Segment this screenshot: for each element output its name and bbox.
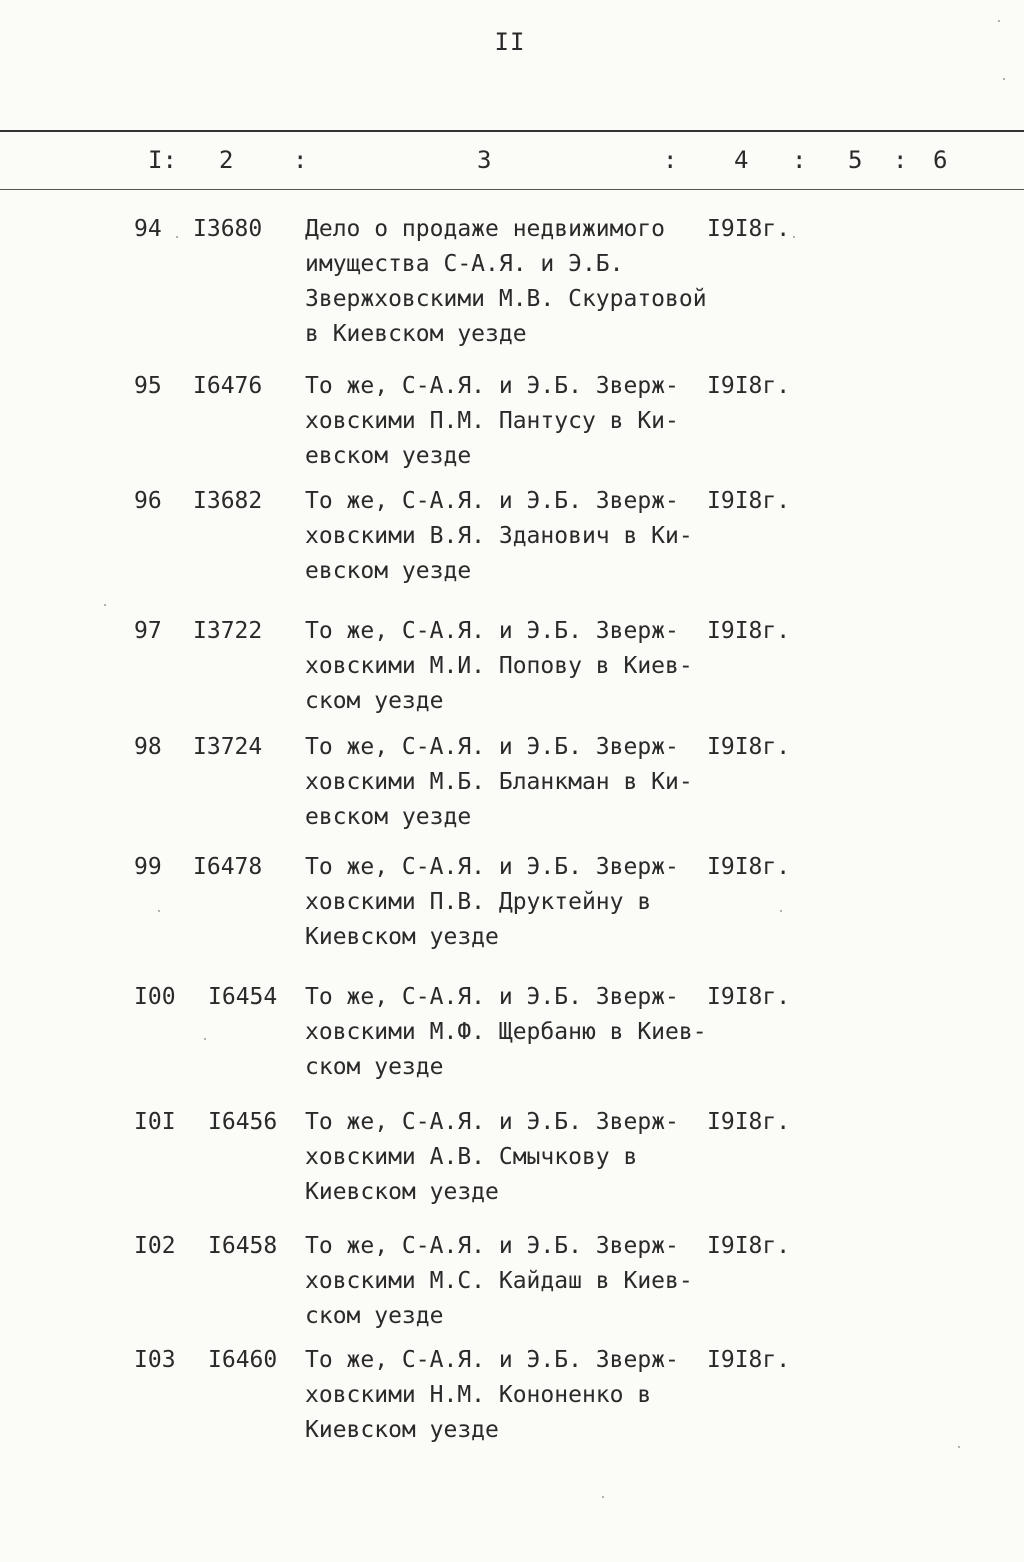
header-top-rule — [0, 130, 1024, 132]
entry-title-line: То же, С-А.Я. и Э.Б. Зверж- — [305, 984, 679, 1010]
entry-number: I00 — [134, 984, 176, 1010]
entry-number: 97 — [134, 618, 162, 644]
page-number: II — [494, 28, 526, 56]
entry-title-line: То же, С-А.Я. и Э.Б. Зверж- — [305, 488, 679, 514]
scan-speck — [780, 910, 782, 912]
scan-speck — [176, 236, 178, 238]
entry-title — [305, 484, 705, 589]
entry-code: I6478 — [193, 854, 263, 880]
entry-title-line: То же, С-А.Я. и Э.Б. Зверж- — [305, 618, 679, 644]
entry-number: I02 — [134, 1233, 176, 1259]
entry-code: I6458 — [208, 1233, 278, 1259]
column-separator: : — [893, 146, 908, 174]
scan-speck — [1003, 78, 1005, 80]
entry-date: I9I8г. — [707, 373, 791, 399]
column-header-6: 6 — [933, 146, 948, 174]
entry-number: 98 — [134, 734, 162, 760]
entry-title-line: ском уезде — [305, 688, 444, 714]
entry-date: I9I8г. — [707, 854, 791, 880]
entry-date: I9I8г. — [707, 488, 791, 514]
entry-title — [305, 1105, 705, 1210]
entry-title-line: Дело о продаже недвижимого — [305, 216, 666, 242]
column-separator: : — [663, 146, 678, 174]
entry-title — [305, 212, 705, 352]
entry-date: I9I8г. — [707, 1233, 791, 1259]
entry-title-line: евском уезде — [305, 558, 472, 584]
scan-speck — [158, 910, 160, 912]
entry-title-line: Звержховскими М.В. Скуратовой — [305, 286, 707, 312]
entry-title-line: ском уезде — [305, 1054, 444, 1080]
entry-title — [305, 850, 705, 955]
entry-title-line: То же, С-А.Я. и Э.Б. Зверж- — [305, 734, 679, 760]
header-bottom-rule — [0, 189, 1024, 190]
column-header-1: I: — [148, 146, 177, 174]
column-header-row — [0, 146, 1024, 178]
entry-title — [305, 730, 705, 835]
entry-title-line: ховскими М.Ф. Щербаню в Киев- — [305, 1019, 707, 1045]
entry-title-line: Киевском уезде — [305, 1417, 499, 1443]
entry-title — [305, 1343, 705, 1448]
entry-title-line: То же, С-А.Я. и Э.Б. Зверж- — [305, 1347, 679, 1373]
entry-title — [305, 980, 705, 1085]
entry-title-line: ховскими М.С. Кайдаш в Киев- — [305, 1268, 693, 1294]
entry-code: I3724 — [193, 734, 263, 760]
entry-code: I6476 — [193, 373, 263, 399]
entry-title-line: Киевском уезде — [305, 1179, 499, 1205]
entry-title-line: ховскими М.Б. Бланкман в Ки- — [305, 769, 693, 795]
entry-code: I3722 — [193, 618, 263, 644]
scan-speck — [958, 1446, 960, 1448]
scan-speck — [602, 1496, 604, 1498]
entry-date: I9I8г. — [707, 1347, 791, 1373]
entry-title-line: ховскими В.Я. Зданович в Ки- — [305, 523, 693, 549]
entry-number: 95 — [134, 373, 162, 399]
entry-code: I6456 — [208, 1109, 278, 1135]
entry-title-line: ховскими М.И. Попову в Киев- — [305, 653, 693, 679]
entry-code: I3680 — [193, 216, 263, 242]
entry-title-line: То же, С-А.Я. и Э.Б. Зверж- — [305, 373, 679, 399]
entry-title-line: ховскими Н.М. Кононенко в — [305, 1382, 652, 1408]
entry-title-line: То же, С-А.Я. и Э.Б. Зверж- — [305, 1233, 679, 1259]
entry-title-line: в Киевском уезде — [305, 321, 527, 347]
entry-title — [305, 1229, 705, 1334]
column-separator: : — [792, 146, 807, 174]
entry-date: I9I8г. — [707, 618, 791, 644]
entry-date: I9I8г. — [707, 1109, 791, 1135]
column-header-2: 2 — [219, 146, 234, 174]
entry-title-line: евском уезде — [305, 804, 472, 830]
entry-number: 99 — [134, 854, 162, 880]
entry-code: I6454 — [208, 984, 278, 1010]
scan-speck — [998, 20, 1000, 22]
entry-code: I6460 — [208, 1347, 278, 1373]
column-header-5: 5 — [848, 146, 863, 174]
scan-speck — [104, 604, 106, 606]
entry-code: I3682 — [193, 488, 263, 514]
entry-date: I9I8г. — [707, 734, 791, 760]
entry-title-line: ском уезде — [305, 1303, 444, 1329]
entry-title-line: То же, С-А.Я. и Э.Б. Зверж- — [305, 1109, 679, 1135]
entry-number: 96 — [134, 488, 162, 514]
column-header-4: 4 — [734, 146, 749, 174]
entry-number: 94 — [134, 216, 162, 242]
scan-speck — [793, 236, 795, 238]
entry-title-line: Киевском уезде — [305, 924, 499, 950]
entry-title-line: ховскими П.В. Друктейну в — [305, 889, 652, 915]
entry-number: I03 — [134, 1347, 176, 1373]
column-separator: : — [293, 146, 308, 174]
entry-title — [305, 369, 705, 474]
column-header-3: 3 — [477, 146, 492, 174]
entry-title-line: ховскими П.М. Пантусу в Ки- — [305, 408, 679, 434]
entry-title-line: То же, С-А.Я. и Э.Б. Зверж- — [305, 854, 679, 880]
entry-date: I9I8г. — [707, 984, 791, 1010]
entry-title-line: имущества С-А.Я. и Э.Б. — [305, 251, 624, 277]
entry-title-line: ховскими А.В. Смычкову в — [305, 1144, 638, 1170]
scan-speck — [204, 1038, 206, 1040]
entry-title — [305, 614, 705, 719]
entry-title-line: евском уезде — [305, 443, 472, 469]
entry-date: I9I8г. — [707, 216, 791, 242]
entry-number: I0I — [134, 1109, 176, 1135]
